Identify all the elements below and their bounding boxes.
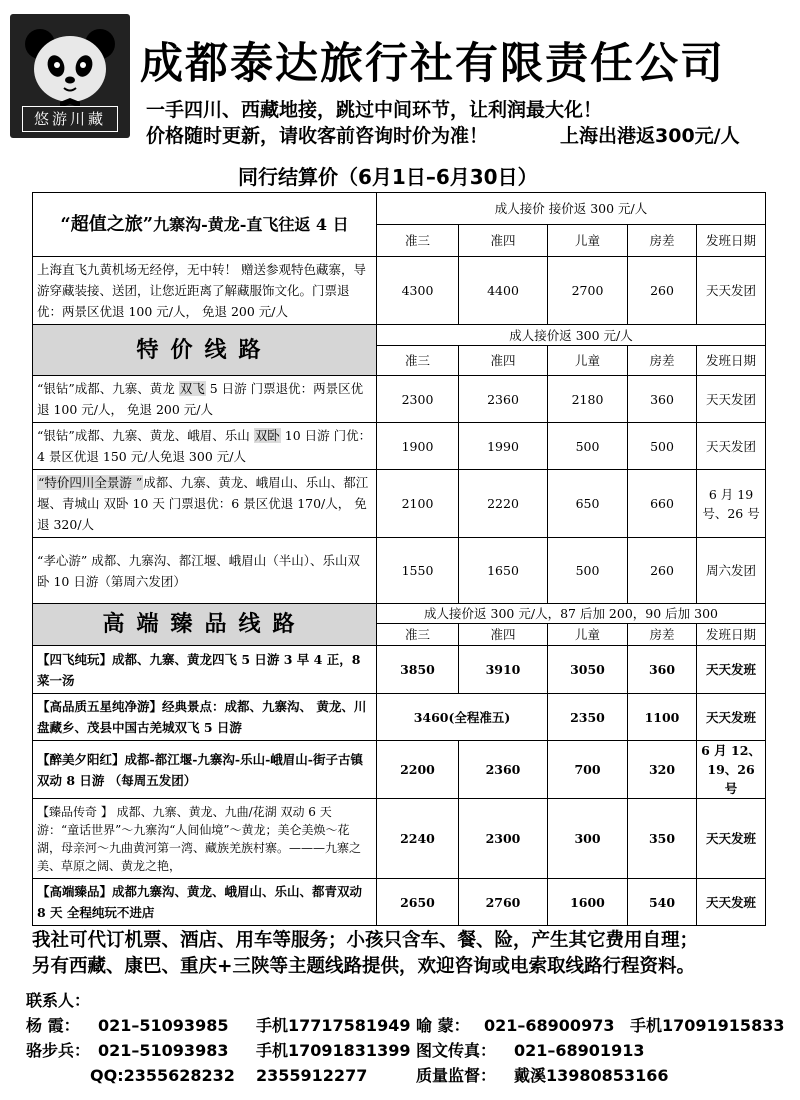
col-header-c5: 发班日期 — [697, 346, 766, 376]
contact-phone: 021–51093983 — [98, 1041, 229, 1060]
price-merged: 3460(全程准五) — [377, 694, 548, 741]
contact-mobile: 手机17091915833 — [630, 1016, 785, 1035]
col-header-c1: 准三 — [377, 624, 459, 646]
price-c2: 4400 — [459, 257, 548, 325]
col-header-c1: 准三 — [377, 225, 459, 257]
price-c3: 2700 — [548, 257, 628, 325]
price-c1: 2240 — [377, 799, 459, 879]
qq-number: QQ:2355628232 — [90, 1066, 235, 1085]
price-c3: 2180 — [548, 376, 628, 423]
price-table — [32, 192, 766, 926]
departure: 6 月 12、19、26 号 — [697, 741, 766, 799]
col-header-c2: 准四 — [459, 225, 548, 257]
table-row — [33, 694, 766, 741]
price-c1: 2100 — [377, 470, 459, 538]
col-header-c4: 房差 — [628, 346, 697, 376]
price-c1: 4300 — [377, 257, 459, 325]
supervise-contact: 戴溪13980853166 — [514, 1066, 669, 1085]
price-c2: 2760 — [459, 879, 548, 926]
contact-name: 骆步兵： — [26, 1041, 91, 1060]
route-description: 【臻品传奇 】 成都、九寨、黄龙、九曲/花湖 双动 6 天 游：“童话世界”～九寨沟“人间仙境”～黄龙；美仑美焕～花湖，母亲河～九曲黄河第一湾、藏族羌族村寨。———九寨之美、草原之阔、黄龙之艳， — [33, 799, 377, 879]
price-c1: 3850 — [377, 646, 459, 694]
price-c4: 350 — [628, 799, 697, 879]
route-description — [33, 538, 377, 604]
price-c1: 2300 — [377, 376, 459, 423]
col-header-c3: 儿童 — [548, 624, 628, 646]
price-c4: 1100 — [628, 694, 697, 741]
price-c3: 500 — [548, 423, 628, 470]
section1-title-rest: 九寨沟-黄龙-直飞往返 4 日 — [153, 215, 349, 234]
price-c4: 260 — [628, 538, 697, 604]
price-c2: 2300 — [459, 799, 548, 879]
col-header-c2: 准四 — [459, 346, 548, 376]
route-text-a: “银钻”成都、九寨、黄龙、峨眉、乐山 — [37, 428, 254, 443]
route-description — [33, 470, 377, 538]
contact-name: 喻 蒙： — [416, 1016, 470, 1035]
route-text-b: 5 日游 门票退优：两景区优退 100 元/人， 免退 200 元/人 — [37, 381, 364, 417]
route-highlight: “特价四川全景游 ” — [38, 475, 143, 490]
price-c4: 260 — [628, 257, 697, 325]
price-c2: 1990 — [459, 423, 548, 470]
route-text-b: 成都、九寨、黄龙、峨眉山、乐山、都江堰、青城山 双卧 10 天 门票退优：6 景区优退 170/人， 免退 320/人 — [37, 475, 369, 532]
route-description: 【四飞纯玩】成都、九寨、黄龙四飞 5 日游 3 早 4 正，8 菜一汤 — [33, 646, 377, 694]
price-c1: 1900 — [377, 423, 459, 470]
qq-number-2: 2355912277 — [256, 1066, 368, 1085]
price-c2: 1650 — [459, 538, 548, 604]
route-text-b: 10 日游 门优：4 景区优退 150 元/人免退 300 元/人 — [37, 428, 372, 464]
price-c3: 650 — [548, 470, 628, 538]
price-c4: 360 — [628, 376, 697, 423]
price-c3: 3050 — [548, 646, 628, 694]
route-description: 【醉美夕阳红】成都-都江堰-九寨沟-乐山-峨眉山-街子古镇 双动 8 日游 （每周五发团） — [33, 741, 377, 799]
shanghai-refund: 上海出港返300元/人 — [560, 125, 740, 147]
departure: 天天发团 — [697, 257, 766, 325]
route-description: 【高品质五星纯净游】经典景点：成都、九寨沟、 黄龙、川盘藏乡、茂县中国古羌城双飞 5 日游 — [33, 694, 377, 741]
departure: 天天发团 — [697, 423, 766, 470]
table-row — [33, 470, 766, 538]
price-c4: 660 — [628, 470, 697, 538]
col-header-c2: 准四 — [459, 624, 548, 646]
notice-line-2: 另有西藏、康巴、重庆+三陕等主题线路提供，欢迎咨询或电索取线路行程资料。 — [32, 956, 696, 977]
table-row — [33, 646, 766, 694]
section2-note-row — [33, 325, 766, 346]
departure: 天天发班 — [697, 694, 766, 741]
notice-line-1: 我社可代订机票、酒店、用车等服务；小孩只含车、餐、险，产生其它费用自理； — [32, 930, 699, 951]
slogan-line-2 — [146, 121, 740, 148]
contact-block — [26, 988, 796, 1088]
price-c1: 2650 — [377, 879, 459, 926]
price-c4: 500 — [628, 423, 697, 470]
price-c2: 2360 — [459, 376, 548, 423]
col-header-c3: 儿童 — [548, 346, 628, 376]
departure: 天天发班 — [697, 646, 766, 694]
logo-text: 悠游川藏 — [22, 106, 118, 132]
route-highlight: 双飞 — [179, 381, 205, 396]
section3-note: 成人接价返 300 元/人，87 后加 200，90 后加 300 — [377, 604, 766, 624]
departure: 天天发班 — [697, 879, 766, 926]
section2-note: 成人接价返 300 元/人 — [377, 325, 766, 346]
route-description: 上海直飞九黄机场无经停，无中转！ 赠送参观特色藏寨，导游穿藏装接、送团，让您近距离了解藏服饰文化。门票退优：两景区优退 100 元/人， 免退 200 元/人 — [33, 257, 377, 325]
section3-note-row — [33, 604, 766, 624]
price-c1: 2200 — [377, 741, 459, 799]
company-name: 成都泰达旅行社有限责任公司 — [140, 39, 725, 89]
price-c2: 2360 — [459, 741, 548, 799]
contact-label: 联系人： — [26, 991, 91, 1010]
price-c3: 700 — [548, 741, 628, 799]
table-row — [33, 741, 766, 799]
table-row — [33, 799, 766, 879]
price-c3: 2350 — [548, 694, 628, 741]
table-row — [33, 376, 766, 423]
price-c1: 1550 — [377, 538, 459, 604]
col-header-c5: 发班日期 — [697, 225, 766, 257]
table-row — [33, 879, 766, 926]
departure: 天天发班 — [697, 799, 766, 879]
settlement-title: 同行结算价（6月1日–6月30日） — [238, 165, 538, 189]
table-row — [33, 538, 766, 604]
route-description: 【高端臻品】成都九寨沟、黄龙、峨眉山、乐山、都青双动 8 天 全程纯玩不进店 — [33, 879, 377, 926]
contact-phone: 021–51093985 — [98, 1016, 229, 1035]
supervise-label: 质量监督： — [416, 1066, 497, 1085]
section1-note: 成人接价 接价返 300 元/人 — [377, 193, 766, 225]
route-text-a: “孝心游” 成都、九寨沟、都江堰、峨眉山（半山）、乐山双卧 10 日游（第周六发团） — [37, 552, 361, 589]
contact-name: 杨 霞： — [26, 1016, 80, 1035]
col-header-c1: 准三 — [377, 346, 459, 376]
fax-label: 图文传真： — [416, 1041, 497, 1060]
price-c4: 320 — [628, 741, 697, 799]
route-text-a: “银钻”成都、九寨、黄龙 — [37, 381, 179, 396]
section1-note-row — [33, 193, 766, 225]
company-logo — [10, 14, 130, 138]
service-notice — [32, 928, 792, 980]
col-header-c4: 房差 — [628, 225, 697, 257]
col-header-c4: 房差 — [628, 624, 697, 646]
section3-title: 高端臻品线路 — [33, 604, 377, 646]
contact-phone: 021–68900973 — [484, 1016, 615, 1035]
departure: 周六发团 — [697, 538, 766, 604]
slogan-line-1: 一手四川、西藏地接，跳过中间环节，让利润最大化！ — [146, 99, 603, 121]
price-c3: 300 — [548, 799, 628, 879]
section2-title: 特价线路 — [33, 325, 377, 376]
fax-number: 021–68901913 — [514, 1041, 645, 1060]
section1-title-quote: “超值之旅” — [60, 214, 154, 235]
route-description — [33, 376, 377, 423]
col-header-c3: 儿童 — [548, 225, 628, 257]
price-c2: 2220 — [459, 470, 548, 538]
departure: 天天发团 — [697, 376, 766, 423]
contact-mobile: 手机17717581949 — [256, 1016, 411, 1035]
route-description — [33, 423, 377, 470]
price-c3: 1600 — [548, 879, 628, 926]
contact-mobile: 手机17091831399 — [256, 1041, 411, 1060]
price-c2: 3910 — [459, 646, 548, 694]
departure: 6 月 19 号、26 号 — [697, 470, 766, 538]
price-c3: 500 — [548, 538, 628, 604]
col-header-c5: 发班日期 — [697, 624, 766, 646]
price-c4: 360 — [628, 646, 697, 694]
slogan-price-note: 价格随时更新，请收客前咨询时价为准！ — [146, 125, 489, 147]
table-row — [33, 257, 766, 325]
table-row — [33, 423, 766, 470]
section1-title — [33, 193, 377, 257]
route-highlight: 双卧 — [254, 428, 280, 443]
price-c4: 540 — [628, 879, 697, 926]
